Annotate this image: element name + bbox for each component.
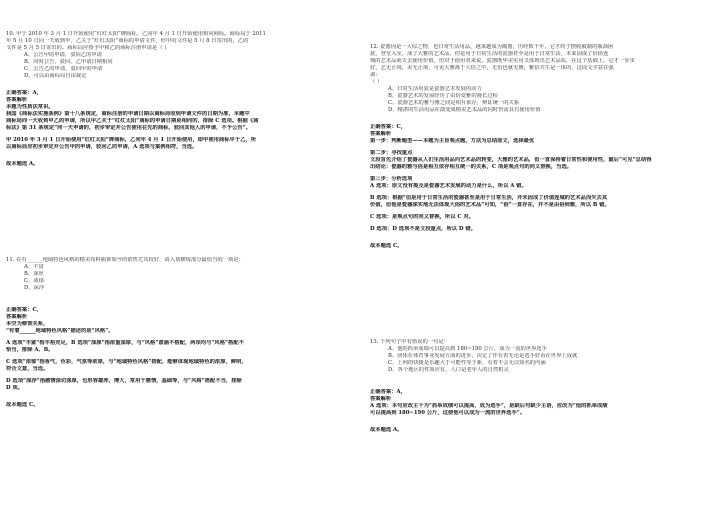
correct-answer: 正确答案：A， [6,90,42,96]
analysis-label: 答案解析 [370,131,392,137]
step-three-title: 第三步：分析选项 [370,176,413,182]
option-d: D、可以由商标局自由裁定 [24,73,87,79]
step-two-title: 第二步：寻找重点 [370,150,413,156]
option-a: A、他的抓举成绩可以提高到 180~190 公斤，成为一流的世界选手 [388,346,547,352]
correct-answer: 正确答案：C， [370,124,406,130]
conclusion: 故本题选 C。 [6,402,39,408]
analysis-d: D 项。 [6,385,24,391]
analysis-a: A 选项“丰富”指丰裕充足，B 选项“深厚”指浓重深厚，与“风格”意涵不搭配，两项均与“风格”搭配不 [6,340,244,346]
analysis-text: 甲 2010 年 3 月 1 日开始使用“红红太阳”牌商标，乙同年 4 月 1 日开始使用，即甲使用商标早于乙，所 [6,137,257,143]
question-stem: 文件是 5 月 5 日寄出的。商标局应授予甲和乙的商标注册申请是（ ） [6,45,170,51]
question-stem: 10. 甲于 2010 年 3 月 1 日开始使用“红红太阳”牌商标，乙同年 4 月 1 日开始使用相同商标。商标局于 2011 [6,31,266,37]
question-stem: 年 5 月 10 日同一天收到甲、乙关于“红红太阳”商标的申请文件，但甲的文件是 5 月 8 日寄出的，乙的 [6,38,249,44]
option-a: A、日常生活用瓷是瓷器艺术发展的动力 [388,86,482,92]
question-stem: （ ） [370,79,383,85]
analysis-quote: “有着______地域特色风格”描述的是“风格”。 [6,328,114,334]
question-stem: 11. 在有______地域特色风格的精美布料服饰如今的销售尤其较好，请入划横线部分最恰当的一项是： [6,257,244,263]
question-stem: 好，艺无止境，美无止境，可见大雅离于大俗之中，无俗也就无雅，雅俗共生是一体的，这段文字意在强 [370,65,614,71]
analysis-c: C 选项：是观点句的同义替换，所以 C 对。 [370,214,475,220]
step-one: 第一步：判断题型——本题为主旨观点题，方法为总结原文，选择最优 [370,138,535,144]
analysis-b: B 选项：根据“但是用于日常生活的瓷器甚至是用于日常生活，并未因成了价值连城的艺术品而失去其 [370,195,608,201]
analysis-text: 标法》第 31 条规定“同一天申请的，初步审定并公告使用在先的商标，驳回其他人的申请，不予公告”。 [6,125,251,131]
analysis-point: 本题为性质法常识。 [6,104,54,110]
analysis-label: 答案解析 [6,314,28,320]
question-stem: 13. 下列句子中有错误的一句是： [370,339,449,345]
correct-answer: 正确答案：A， [370,389,406,395]
conclusion: 故本题选 A。 [370,427,403,433]
question-10 [6,31,346,168]
option-b: B、同时公告，驳回，乙申请日期相同 [24,59,113,65]
left-column [6,0,346,508]
analysis-point: 本空为修饰关系， [6,321,49,327]
option-c: C、上网的快捷是乐趣大于可能性等于新，有着不会无以知名的内涵 [388,360,546,366]
correct-answer: 正确答案：C， [6,307,42,313]
conclusion: 故本题选 A。 [6,161,39,167]
analysis-c: C 选项“浓郁”指香气，色彩，气氛等浓厚，与“地域特色风格”搭配，能够体现地域特色的浓厚，鲜明， [6,359,247,365]
analysis-text: 我国《商标法实施条例》第十八条规定，商标注册的申请日期以商标局收到申请文件的日期为准，本题中 [6,111,250,117]
analysis-label: 答案解析 [6,97,28,103]
question-12 [370,44,710,250]
analysis-b: 价值，但他是瓷器深实地无法体现大俗的艺术品“可知，“俗”一直存在，并不是由俗到雅，所以 B 错。 [370,202,610,208]
analysis-a: A 选项：原文没有提及是瓷器艺术发展的动力是什么，所以 A 错。 [370,183,527,189]
question-11 [6,257,346,409]
option-d: D、精湛的生活用品在演变成精美艺术品的同时仍需具有使用价值 [388,107,541,113]
analysis-c: 符合文意，当选。 [6,366,49,372]
analysis-a: 可以提高到 180~190 公斤，这使他可以成为一流的世界选手”。 [370,410,526,416]
analysis-label: 答案解析 [370,396,392,402]
option-b: B、深厚 [24,271,44,277]
analysis-text: 商标局同一天收到甲乙的申请，所以甲乙关于“红红太阳”商标的申请日期是相同的，排除 C 选项。根据《商 [6,118,259,124]
analysis-d: D 选项：D 选项不是文段重点，所以 D 错。 [370,226,476,232]
step-two-text: 出结论：瓷器的雅与俗是相互依存相互统一的关系，C 项是观点句的同义替换，当选。 [370,164,573,170]
option-c: C、瓷器艺术的雅与雅之间是相互依存，辩证统一的关系 [388,100,520,106]
question-stem: 城的艺术品而失去使用价值，但对于使用者来说，瓷器既华美实用又体现出艺术品质，在这个基础上，它才一步步 [370,58,635,64]
option-c: C、浓郁 [24,278,44,284]
question-13 [370,339,710,434]
option-b: B、瓷器艺术的发展经历了由俗变雅的漫长过程 [388,93,498,99]
option-a: A、公告甲的申请，驳回乙的申请 [24,52,102,58]
question-stem: 12. 瓷器因是一大综之物，也日常生活用品，越来越成为陶器，历经数千年，它才终于摆脱被制的瓶颈困 [370,44,614,50]
question-stem: 调： [370,72,381,78]
question-stem: 扰，登堂入室，成了大雅的艺术品，但是用于日常生活的瓷器甚至是用于日常生活，本来固成了价值连 [370,51,609,57]
option-c: C、公告乙的申请，驳回甲的申请 [24,66,103,72]
option-a: A、丰富 [24,264,44,270]
option-b: B、团体在体育事业发展方面的进步，决定了伴有着无论是选手好看在世界上成就 [388,353,578,359]
right-column [370,0,710,508]
analysis-text: 以商标局应初步审定并公告甲的申请，驳回乙的申请，A 选项与案例相符，当选。 [6,144,198,150]
analysis-a: A 选项：本句应改主干为“抓举成绩可以提高，成为选手”，是缺后句缺少主语，应改为“他的抓举成绩 [370,403,608,409]
option-d: D、深浮 [24,285,45,291]
analysis-a: 恰当，排除 A、B。 [6,347,54,353]
option-d: D、各个地区的性质应有，人口是老年人的自然机灵 [388,367,509,373]
conclusion: 故本题选 C。 [370,243,403,249]
step-two-text: 文段首先介绍了瓷器从人们生活用品向艺术品的转变，大雅的艺术品，但一直保持着日常性和使用性，最后“可见”总结得 [370,157,652,163]
analysis-d: D 选项“深浮”指感情深切深厚，也形容雄浑，博大，常用于感情，基础等，与“风格”搭配不当，排除 [6,378,242,384]
